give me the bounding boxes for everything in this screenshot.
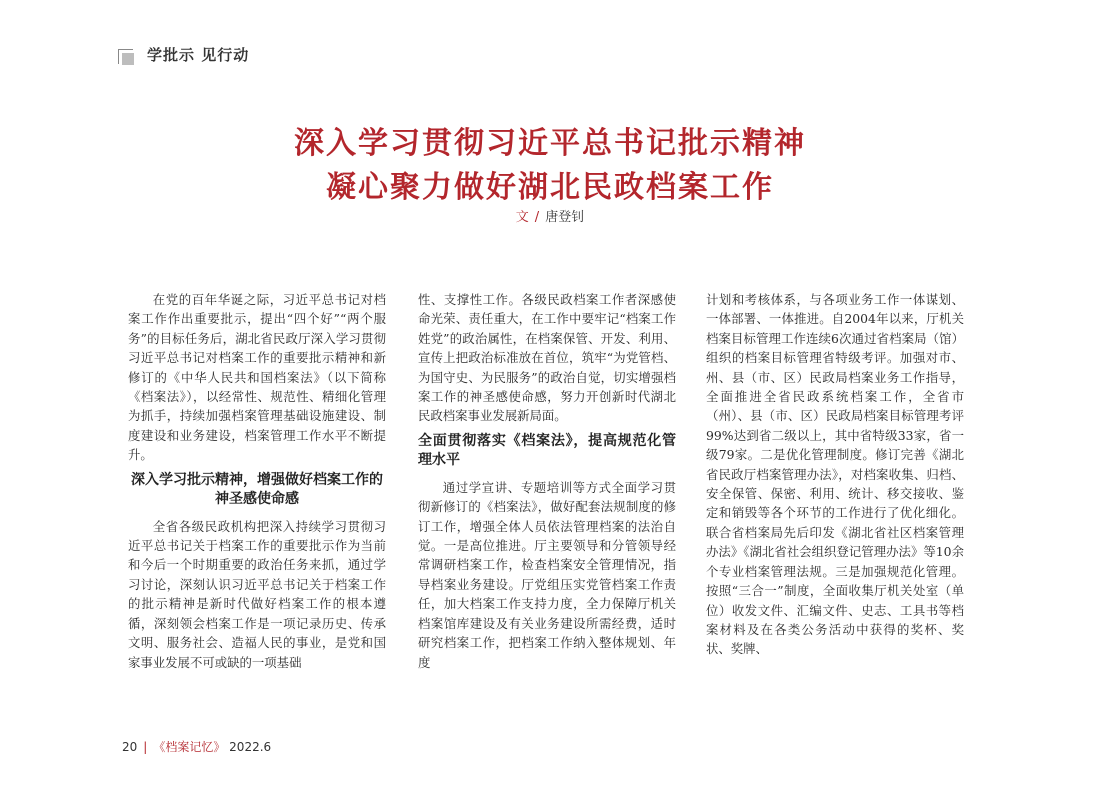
byline-separator: / [534,210,540,225]
byline-author: 唐登钊 [545,210,585,225]
journal-issue: 2022.6 [229,740,272,754]
section-marker-icon [118,49,133,64]
title-line-2: 凝心聚力做好湖北民政档案工作 [326,170,774,205]
footer-separator: | [143,740,148,754]
paragraph: 计划和考核体系，与各项业务工作一体谋划、一体部署、一体推进。自2004年以来，厅机关档案目标管理工作连续6次通过省档案局（馆）组织的档案目标管理省特级考评。加强对市、州、县（市、区）民政局档案业务工作指导，全面推进全省民政系统档案工作，全省市（州）、县（市、区）民政局档案目标管理考评99%达到省二级以上，其中省特级33家，省一级79家。二是优化管理制度。修订完善《湖北省民政厅档案管理办法》，对档案收集、归档、安全保管、保密、利用、统计、移交接收、鉴定和销毁等各个环节的工作进行了优化细化。联合省档案局先后印发《湖北省社区档案管理办法》《湖北省社会组织登记管理办法》等10余个专业档案管理法规。三是加强规范化管理。按照“三合一”制度，全面收集厅机关处室（单位）收发文件、汇编文件、史志、工具书等档案材料及在各类公务活动中获得的奖杯、奖状、奖牌、 [706,292,964,657]
page-footer [122,738,271,755]
section-header [118,42,249,66]
text-column-1 [128,290,386,672]
byline [0,206,1100,225]
paragraph: 全省各级民政机构把深入持续学习贯彻习近平总书记关于档案工作的重要批示作为当前和今后一个时期重要的政治任务来抓，通过学习讨论，深刻认识习近平总书记关于档案工作的批示精神是新时代做好档案工作的根本遵循，深刻领会档案工作是一项记录历史、传承文明、服务社会、造福人民的事业，是党和国家事业发展不可或缺的一项基础 [128,518,386,670]
byline-prefix: 文 [515,210,529,225]
journal-name: 《档案记忆》 [153,740,226,754]
paragraph: 在党的百年华诞之际，习近平总书记对档案工作作出重要批示，提出“四个好”“两个服务”的目标任务后，湖北省民政厅深入学习贯彻习近平总书记对档案工作的重要批示精神和新修订的《中华人民共和国档案法》（以下简称《档案法》），以经常性、规范性、精细化管理为抓手，持续加强档案管理基础设施建设、制度建设和业务建设，档案管理工作水平不断提升。 [128,292,386,463]
page-number: 20 [122,740,138,754]
text-column-3 [706,290,964,659]
paragraph: 性、支撑性工作。各级民政档案工作者深感使命光荣、责任重大，在工作中要牢记“档案工作姓党”的政治属性，在档案保管、开发、利用、宣传上把政治标准放在首位，筑牢“为党管档、为国守史、为民服务”的政治自觉，切实增强档案工作的神圣感使命感，努力开创新时代湖北民政档案事业发展新局面。 [418,292,676,424]
section-heading: 全面贯彻落实《档案法》，提高规范化管理水平 [418,432,676,468]
text-column-2 [418,290,676,672]
title-line-1: 深入学习贯彻习近平总书记批示精神 [294,126,806,161]
section-label: 学批示 见行动 [147,45,250,64]
section-heading: 深入学习批示精神，增强做好档案工作的神圣感使命感 [131,471,383,507]
paragraph: 通过学宣讲、专题培训等方式全面学习贯彻新修订的《档案法》，做好配套法规制度的修订工作，增强全体人员依法管理档案的法治自觉。一是高位推进。厅主要领导和分管领导经常调研档案工作，检查档案安全管理情况，指导档案业务建设。厅党组压实党管档案工作责任，加大档案工作支持力度，全力保障厅机关档案馆库建设及有关业务建设所需经费，适时研究档案工作，把档案工作纳入整体规划、年度 [418,479,676,670]
article-title [0,122,1100,210]
